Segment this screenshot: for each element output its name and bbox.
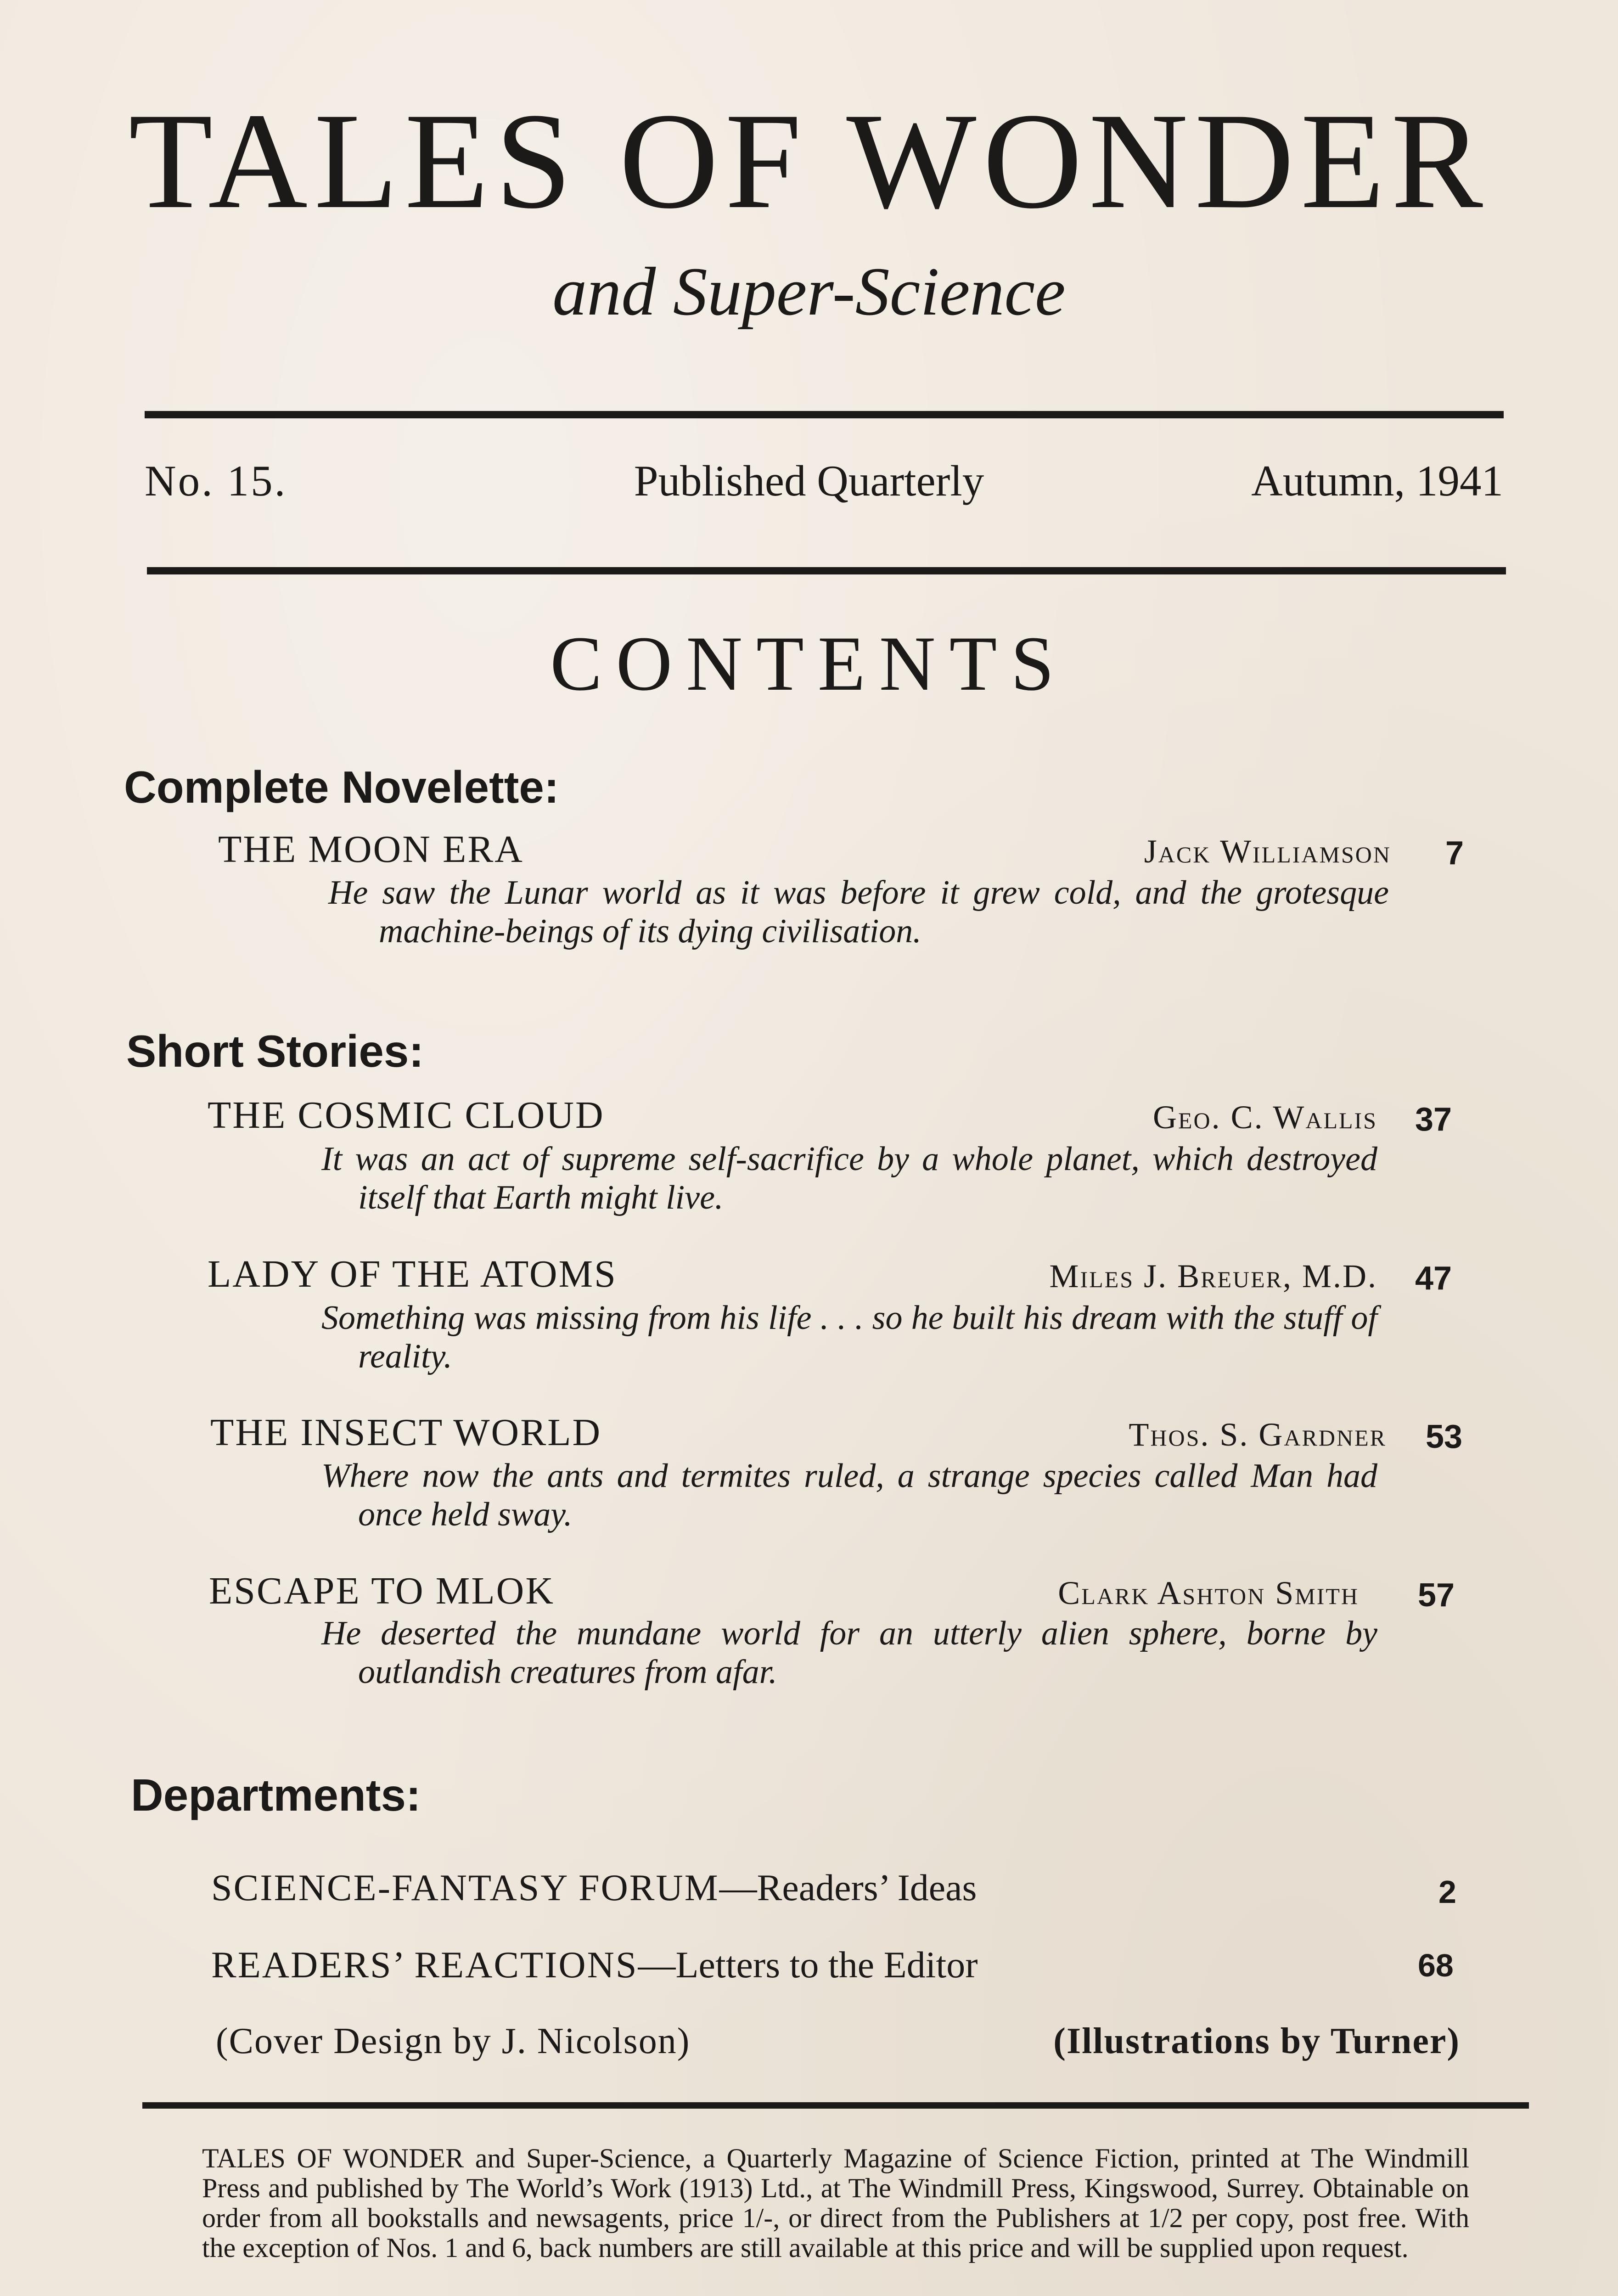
illustrations-credit: (Illustrations by Turner) — [1053, 2021, 1460, 2061]
story-blurb — [321, 1457, 1377, 1534]
story-blurb-text: Something was missing from his life . . . so he built his dream with the stuff of reality. — [321, 1299, 1377, 1375]
story-page-number: 37 — [1415, 1101, 1452, 1138]
story-title: ESCAPE TO MLOK — [209, 1570, 555, 1612]
issue-date: Autumn, 1941 — [1251, 456, 1503, 505]
story-blurb — [321, 1299, 1377, 1376]
department-item — [211, 1946, 978, 1984]
story-title: LADY OF THE ATOMS — [208, 1253, 617, 1295]
divider-footer — [142, 2102, 1529, 2109]
story-page-number: 57 — [1418, 1577, 1455, 1614]
department-item — [211, 1869, 977, 1907]
story-blurb-text: He saw the Lunar world as it was before it grew cold, and the grotesque machine-beings of its dying civilisation. — [328, 874, 1389, 950]
story-title: THE INSECT WORLD — [210, 1411, 602, 1454]
department-detail: —Readers’ Ideas — [719, 1867, 977, 1908]
story-author: Miles J. Breuer, M.D. — [1049, 1258, 1377, 1294]
story-blurb — [321, 1140, 1377, 1217]
magazine-title: TALES OF WONDER — [129, 84, 1489, 237]
department-page-number: 2 — [1438, 1874, 1456, 1910]
divider-header — [147, 567, 1506, 574]
story-author: Clark Ashton Smith — [1058, 1575, 1359, 1611]
story-blurb-text: Where now the ants and termites ruled, a strange species called Man had once held sway. — [321, 1457, 1377, 1533]
story-author: Geo. C. Wallis — [1153, 1099, 1377, 1136]
magazine-subtitle: and Super-Science — [552, 253, 1066, 330]
story-blurb-text: He deserted the mundane world for an utterly alien sphere, borne by outlandish creatures from afar. — [321, 1615, 1377, 1691]
issue-number: No. 15. — [145, 456, 287, 505]
story-author: Jack Williamson — [1144, 833, 1391, 870]
story-blurb — [321, 1614, 1377, 1691]
cover-credit: (Cover Design by J. Nicolson) — [216, 2021, 691, 2061]
publication-frequency: Published Quarterly — [634, 456, 984, 505]
contents-heading: CONTENTS — [550, 620, 1068, 707]
story-blurb — [328, 873, 1389, 951]
section-heading-departments: Departments: — [131, 1770, 421, 1820]
story-author: Thos. S. Gardner — [1129, 1416, 1387, 1453]
department-page-number: 68 — [1418, 1947, 1454, 1983]
story-blurb-text: It was an act of supreme self-sacrifice by a whole planet, which destroyed itself that Earth might live. — [321, 1140, 1377, 1216]
story-title: THE COSMIC CLOUD — [208, 1094, 605, 1137]
department-label: READERS’ REACTIONS — [211, 1944, 638, 1986]
story-page-number: 7 — [1445, 835, 1464, 872]
story-page-number: 47 — [1415, 1260, 1452, 1297]
imprint-notice: TALES OF WONDER and Super-Science, a Quarterly Magazine of Science Fiction, printed at The Windmill Press and published by The World’s Work (1913) Ltd., at The Windmill Press, Kingswood, Surrey. Obtainable on order from all bookstalls and newsagents, price 1/-, or direct from the Publishers at 1/2 per copy, post free. With the exception of Nos. 1 and 6, back numbers are still available at this price and will be supplied upon request. — [202, 2143, 1469, 2263]
department-label: SCIENCE-FANTASY FORUM — [211, 1867, 719, 1908]
section-heading-short-stories: Short Stories: — [126, 1026, 424, 1076]
department-detail: —Letters to the Editor — [638, 1944, 978, 1986]
divider-top — [145, 411, 1504, 418]
section-heading-novelette: Complete Novelette: — [124, 762, 559, 812]
story-title: THE MOON ERA — [218, 828, 524, 871]
story-page-number: 53 — [1426, 1418, 1463, 1455]
